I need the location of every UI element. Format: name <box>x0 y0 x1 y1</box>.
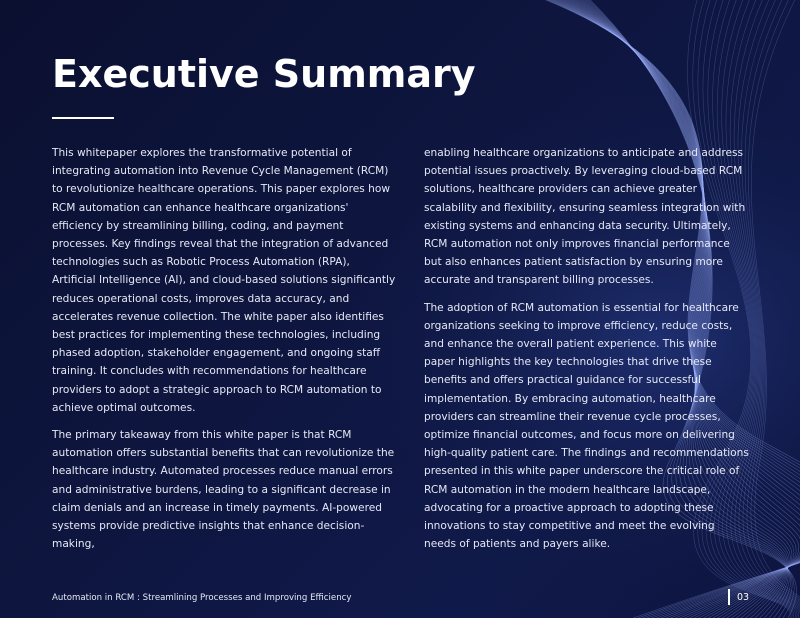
right-paragraph-1: enabling healthcare organizations to anticipate and address potential issues proactively. By leveraging cloud-based RCM solutions, healthcare providers can achieve greater scalability and flexibility, ensuring seamless integration with existing systems and enhancing data security. Ultimately, RCM automation not only improves financial performance but also enhances patient satisfaction by ensuring more accurate and transparent billing processes. <box>424 147 746 287</box>
title-underline <box>52 117 114 119</box>
page-title: Executive Summary <box>52 52 476 96</box>
left-paragraph-2: The primary takeaway from this white paper is that RCM automation offers substantial benefits that can revolutionize the healthcare industry. Automated processes reduce manual errors and administrative burdens, leading to a significant decrease in claim denials and an increase in timely payments. AI-powered systems provide predictive insights that enhance decision-making, <box>52 429 395 551</box>
footer-divider <box>728 589 730 605</box>
right-paragraph-2: The adoption of RCM automation is essential for healthcare organizations seeking to improve efficiency, reduce costs, and enhance the overall patient experience. This white paper highlights the key technologies that drive these benefits and offers practical guidance for successful implementation. By embracing automation, healthcare providers can streamline their revenue cycle processes, optimize financial outcomes, and focus more on delivering high-quality patient care. The findings and recommendations presented in this white paper underscore the critical role of RCM automation in the modern healthcare landscape, advocating for a proactive approach to adopting these innovations to stay competitive and meet the evolving needs of patients and payers alike. <box>424 301 749 551</box>
footer-document-title: Automation in RCM : Streamlining Processes and Improving Efficiency <box>52 593 352 603</box>
left-paragraph-1: This whitepaper explores the transformative potential of integrating automation into Revenue Cycle Management (RCM) to revolutionize healthcare operations. This paper explores how RCM automation can enhance healthcare organizations' efficiency by streamlining billing, coding, and payment processes. Key findings reveal that the integration of advanced technologies such as Robotic Process Automation (RPA), Artificial Intelligence (AI), and cloud-based solutions significantly reduces operational costs, improves data accuracy, and accelerates revenue collection. The white paper also identifies best practices for implementing these technologies, including phased adoption, stakeholder engagement, and ongoing staff training. It concludes with recommendations for healthcare providers to adopt a strategic approach to RCM automation to achieve optimal outcomes. <box>52 147 396 414</box>
page-number: 03 <box>737 592 750 603</box>
right-column <box>424 144 749 562</box>
left-column <box>52 144 396 562</box>
